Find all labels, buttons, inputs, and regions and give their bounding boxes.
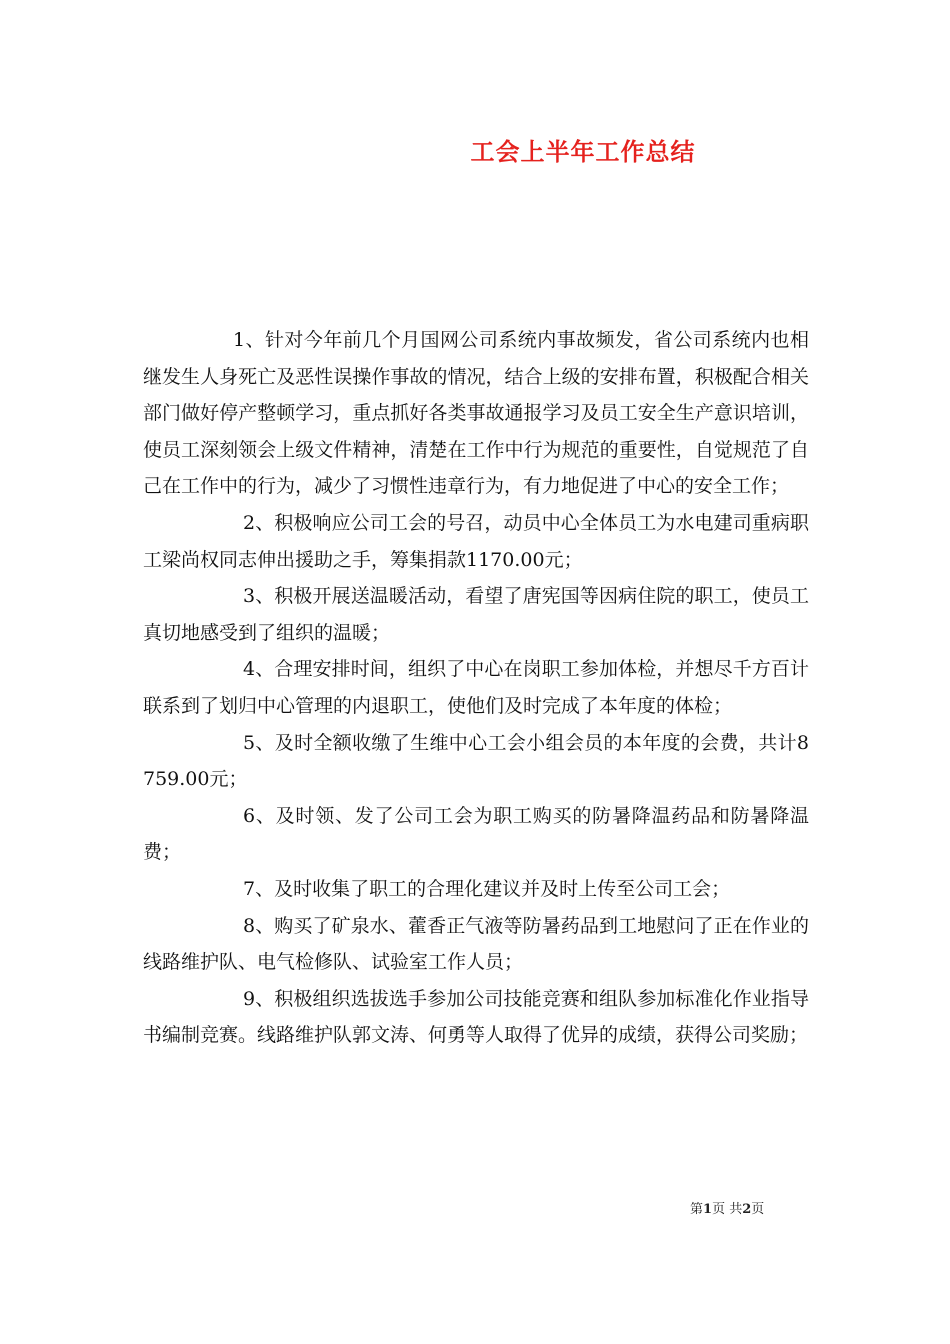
footer-current-page: 1 bbox=[703, 1202, 713, 1217]
paragraph-6: 6、及时领、发了公司工会为职工购买的防暑降温药品和防暑降温费； bbox=[143, 804, 809, 864]
paragraph-4: 4、合理安排时间，组织了中心在岗职工参加体检，并想尽千方百计联系到了划归中心管理的内退职工，使他们及时完成了本年度的体检； bbox=[143, 658, 809, 717]
footer-page-prefix: 第 bbox=[690, 1202, 704, 1217]
paragraph-1: 1、针对今年前几个月国网公司系统内事故频发，省公司系统内也相继发生人身死亡及恶性误操作事故的情况，结合上级的安排布置，积极配合相关部门做好停产整顿学习，重点抓好各类事故通报学习及员工安全生产意识培训，使员工深刻领会上级文件精神，清楚在工作中行为规范的重要性，自觉规范了自己在工作中的行为，减少了习惯性违章行为，有力地促进了中心的安全工作； bbox=[143, 329, 809, 498]
document-title: 工会上半年工作总结 bbox=[470, 137, 696, 166]
footer-page-suffix: 页 bbox=[751, 1202, 765, 1217]
document-body bbox=[143, 322, 809, 1054]
paragraph-8: 8、购买了矿泉水、藿香正气液等防暑药品到工地慰问了正在作业的线路维护队、电气检修队、试验室工作人员； bbox=[143, 914, 809, 974]
paragraph-2: 2、积极响应公司工会的号召，动员中心全体员工为水电建司重病职工梁尚权同志伸出援助之手，筹集捐款1170.00元； bbox=[143, 511, 809, 571]
paragraph-9: 9、积极组织选拔选手参加公司技能竞赛和组队参加标准化作业指导书编制竞赛。线路维护队郭文涛、何勇等人取得了优异的成绩，获得公司奖励； bbox=[143, 987, 809, 1047]
paragraph-7: 7、及时收集了职工的合理化建议并及时上传至公司工会； bbox=[243, 877, 731, 900]
footer-total-pages: 2 bbox=[742, 1202, 752, 1217]
page-footer bbox=[690, 1200, 820, 1220]
paragraph-3: 3、积极开展送温暖活动，看望了唐宪国等因病住院的职工，使员工真切地感受到了组织的温暖； bbox=[143, 585, 809, 644]
paragraph-5: 5、及时全额收缴了生维中心工会小组会员的本年度的会费，共计8759.00元； bbox=[143, 731, 809, 791]
footer-page-mid: 页 共 bbox=[712, 1202, 743, 1217]
